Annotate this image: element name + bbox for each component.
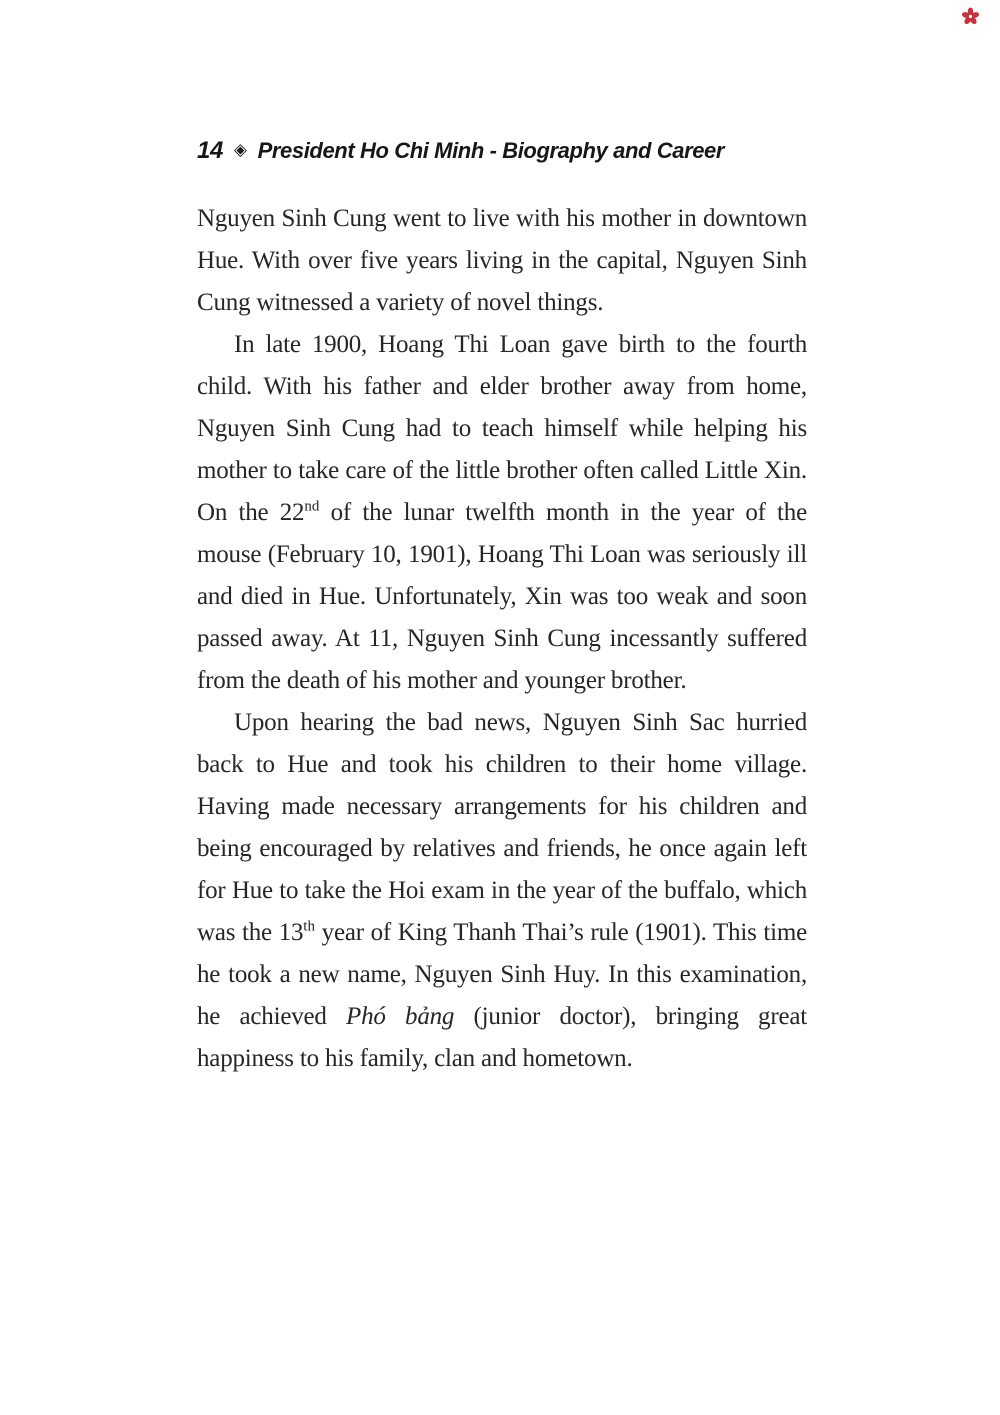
paragraph-text: year of King Thanh Thai’s rule (1901). This time he took a new name, Nguyen Sinh Huy. In this examination, he achieved [197,919,807,1030]
page-number: 14 [197,137,223,164]
paragraph-text: Nguyen Sinh Cung went to live with his mother in downtown Hue. With over five years living in the capital, Nguyen Sinh Cung witnessed a variety of novel things. [197,205,807,316]
paragraph-text: (junior doctor), bringing great happiness to his family, clan and hometown. [197,1003,808,1072]
italic-term: Phó bảng [346,1003,455,1030]
paragraph-text: Upon hearing the bad news, Nguyen Sinh Sac hurried back to Hue and took his children to their home village. Having made necessary arrangements for his children and being encouraged by relatives and friends, he once again left for Hue to take the Hoi exam in the year of the buffalo, which was the 13 [197,709,807,946]
chapter-title: President Ho Chi Minh - Biography and Career [257,138,725,163]
plum-blossom-icon [961,7,980,26]
paragraph [197,324,807,702]
ordinal-superscript: nd [304,498,320,515]
running-header [197,137,724,165]
diamond-icon: ◈ [233,140,247,159]
paragraph-text: of the lunar twelfth month in the year of the mouse (February 10, 1901), Hoang Thi Loan was seriously ill and died in Hue. Unfortunately, Xin was too weak and soon passed away. At 11, Nguyen Sinh Cung incessantly suffered from the death of his mother and younger brother. [197,499,807,694]
paragraph-text: In late 1900, Hoang Thi Loan gave birth to the fourth child. With his father and elder brother away from home, Nguyen Sinh Cung had to teach himself while helping his mother to take care of the little brother often called Little Xin. On the 22 [197,331,807,526]
paragraph [197,702,807,1080]
body-text [197,198,807,1080]
paragraph [197,198,807,324]
ordinal-superscript: th [303,918,315,935]
